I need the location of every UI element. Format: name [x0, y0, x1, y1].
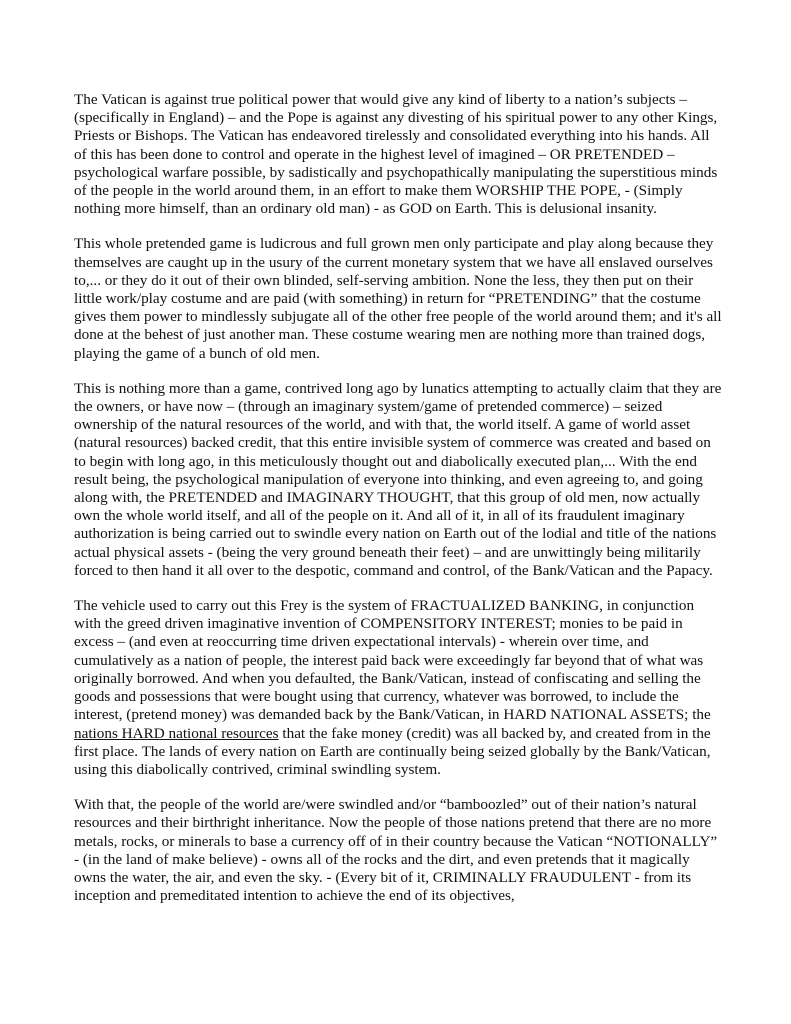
paragraph-4-text-after: that the fake money (credit) was all backed by, and created from in the first place. The lands of every nation on Earth are continually being seized globally by the Bank/Vatican, using this diabolically contrived, criminal swindling system.: [74, 724, 711, 778]
paragraph-2: This whole pretended game is ludicrous and full grown men only participate and play along because they themselves are caught up in the usury of the current monetary system that we have all enslaved ourselves to,... or they do it out of their own blinded, self-serving ambition. None the less, they then put on their little work/play costume and are paid (with something) in return for “PRETENDING” that the costume gives them power to mindlessly subjugate all of the other free people of the world around them; and it's all done at the behest of just another man. These costume wearing men are nothing more than trained dogs, playing the game of a bunch of old men.: [74, 235, 722, 362]
paragraph-3: This is nothing more than a game, contrived long ago by lunatics attempting to actually claim that they are the owners, or have now – (through an imaginary system/game of pretended commerce) – seized ownership of the natural resources of the world, and with that, the world itself. A game of world asset (natural resources) backed credit, that this entire invisible system of commerce was created and based on to begin with long ago, in this meticulously thought out and diabolically executed plan,... With the end result being, the psychological manipulation of everyone into thinking, and even agreeing to, and going along with, the PRETENDED and IMAGINARY THOUGHT, that this group of old men, now actually own the whole world itself, and all of the people on it. And all of it, in all of its fraudulent imaginary authorization is being carried out to swindle every nation on Earth out of the lodial and title of the nations actual physical assets - (being the very ground beneath their feet) – and are unwittingly being militarily forced to then hand it all over to the despotic, command and control, of the Bank/Vatican and the Papacy.: [74, 379, 722, 579]
paragraph-4-text-before: The vehicle used to carry out this Frey is the system of FRACTUALIZED BANKING, in conjunction with the greed driven imaginative invention of COMPENSITORY INTEREST; monies to be paid in excess – (and even at reoccurring time driven expectational intervals) - wherein over time, and cumulatively as a nation of people, the interest paid back were exceedingly far beyond that of what was originally borrowed. And when you defaulted, the Bank/Vatican, instead of confiscating and selling the goods and possessions that were bought using that currency, whatever was borrowed, to include the interest, (pretend money) was demanded back by the Bank/Vatican, in HARD NATIONAL ASSETS; the: [74, 597, 711, 724]
underlined-phrase: nations HARD national resources: [74, 724, 279, 742]
paragraph-4: [74, 597, 724, 779]
paragraph-1: The Vatican is against true political power that would give any kind of liberty to a nation’s subjects – (specifically in England) – and the Pope is against any divesting of his spiritual power to any other Kings, Priests or Bishops. The Vatican has endeavored tirelessly and consolidated everything into his hands. All of this has been done to control and operate in the highest level of imagined – OR PRETENDED – psychological warfare possible, by sadistically and psychopathically manipulating the superstitious minds of the people in the world around them, in an effort to make them WORSHIP THE POPE, - (Simply nothing more himself, than an ordinary old man) - as GOD on Earth. This is delusional insanity.: [74, 91, 718, 218]
document-page: [74, 91, 724, 905]
paragraph-5: With that, the people of the world are/were swindled and/or “bamboozled” out of their nation’s natural resources and their birthright inheritance. Now the people of those nations pretend that there are no more metals, rocks, or minerals to base a currency off of in their country because the Vatican “NOTIONALLY” - (in the land of make believe) - owns all of the rocks and the dirt, and even pretends that it magically owns the water, the air, and even the sky. - (Every bit of it, CRIMINALLY FRAUDULENT - from its inception and premeditated intention to achieve the end of its objectives,: [74, 796, 718, 905]
